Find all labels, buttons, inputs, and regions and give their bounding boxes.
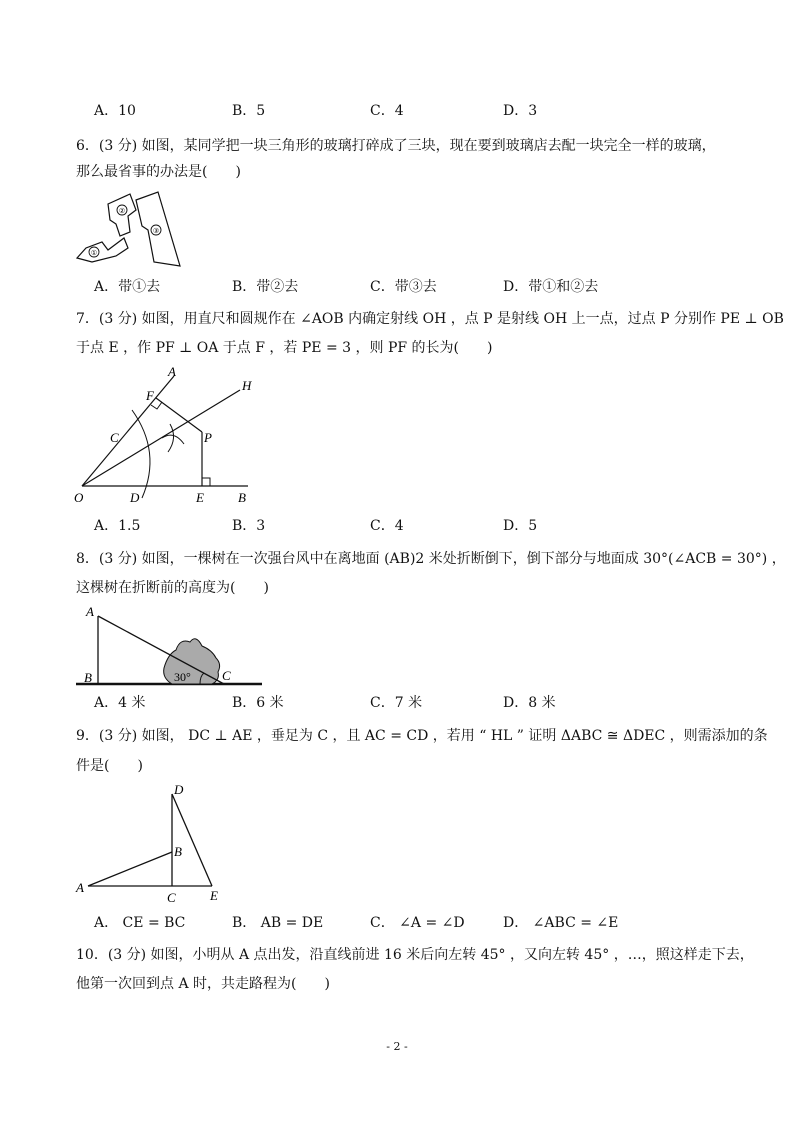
q8-option-b: B．6 米	[232, 695, 284, 711]
q7-label-f: F	[146, 388, 154, 403]
q7-option-a: A．1.5	[94, 518, 141, 534]
q6-label-1: ①	[90, 249, 98, 257]
q8-stem-line1: 8．(3 分) 如图，一棵树在一次强台风中在离地面 (AB)2 米处折断倒下，倒下部分与地面成 30°(∠ACB = 30°) ，	[76, 551, 786, 567]
q6-option-d: D．带①和②去	[503, 279, 599, 295]
q7-option-b: B．3	[232, 518, 266, 534]
q7-option-c: C．4	[370, 518, 404, 534]
q8-option-d: D．8 米	[503, 695, 556, 711]
q8-angle-label: 30°	[174, 670, 191, 684]
q6-option-a: A．带①去	[94, 279, 161, 295]
q6-label-3: ③	[152, 227, 160, 235]
q9-label-a: A	[76, 880, 84, 895]
q9-label-c: C	[167, 890, 176, 905]
q9-option-d: D． ∠ABC = ∠E	[503, 915, 619, 931]
q8-label-a: A	[86, 604, 94, 619]
q9-triangles-figure	[70, 780, 230, 910]
q8-option-c: C．7 米	[370, 695, 423, 711]
q9-stem-line2: 件是( )	[76, 758, 143, 774]
q5-option-c: C．4	[370, 103, 404, 119]
q9-label-d: D	[174, 782, 184, 797]
q5-option-d: D．3	[503, 103, 538, 119]
q7-stem-line2: 于点 E ，作 PF ⊥ OA 于点 F ，若 PE = 3 ，则 PF 的长为( )	[76, 340, 493, 356]
q7-label-a: A	[168, 364, 176, 379]
q7-label-c: C	[110, 430, 119, 445]
q6-stem-line1: 6．(3 分) 如图，某同学把一块三角形的玻璃打碎成了三块，现在要到玻璃店去配一块完全一样的玻璃，	[76, 138, 716, 154]
q6-label-2: ②	[118, 207, 126, 215]
q5-option-b: B．5	[232, 103, 266, 119]
q8-option-a: A．4 米	[94, 695, 146, 711]
q8-label-c: C	[222, 668, 231, 683]
q7-label-h: H	[242, 378, 252, 393]
q9-option-a: A． CE = BC	[94, 915, 186, 931]
q7-label-b: B	[238, 490, 246, 505]
q7-angle-bisector-figure	[70, 362, 270, 507]
q9-stem-line1: 9．(3 分) 如图， DC ⊥ AE ，垂足为 C ，且 AC = CD ，若用 “ HL ” 证明 ΔABC ≅ ΔDEC ，则需添加的条	[76, 728, 768, 744]
q7-label-e: E	[196, 490, 204, 505]
q5-option-a: A．10	[94, 103, 136, 119]
q7-label-p: P	[204, 430, 212, 445]
q7-option-d: D．5	[503, 518, 538, 534]
q10-stem-line2: 他第一次回到点 A 时，共走路程为( )	[76, 976, 330, 992]
q9-option-b: B． AB = DE	[232, 915, 324, 931]
q6-option-c: C．带③去	[370, 279, 437, 295]
q7-label-d: D	[130, 490, 140, 505]
q6-stem-line2: 那么最省事的办法是( )	[76, 164, 241, 180]
page-number: - 2 -	[386, 1040, 408, 1053]
q9-option-c: C． ∠A = ∠D	[370, 915, 465, 931]
q6-option-b: B．带②去	[232, 279, 299, 295]
q8-stem-line2: 这棵树在折断前的高度为( )	[76, 580, 269, 596]
q7-stem-line1: 7．(3 分) 如图，用直尺和圆规作在 ∠AOB 内确定射线 OH ，点 P 是射线 OH 上一点，过点 P 分别作 PE ⊥ OB	[76, 311, 784, 327]
q8-broken-tree-figure	[72, 600, 272, 692]
q10-stem-line1: 10．(3 分) 如图，小明从 A 点出发，沿直线前进 16 米后向左转 45° ，又向左转 45° ，…，照这样走下去，	[76, 947, 754, 963]
q6-glass-figure	[72, 190, 192, 270]
q7-label-o: O	[74, 490, 84, 505]
q9-label-b: B	[174, 844, 182, 859]
q9-label-e: E	[210, 888, 218, 903]
q8-label-b: B	[84, 670, 92, 685]
